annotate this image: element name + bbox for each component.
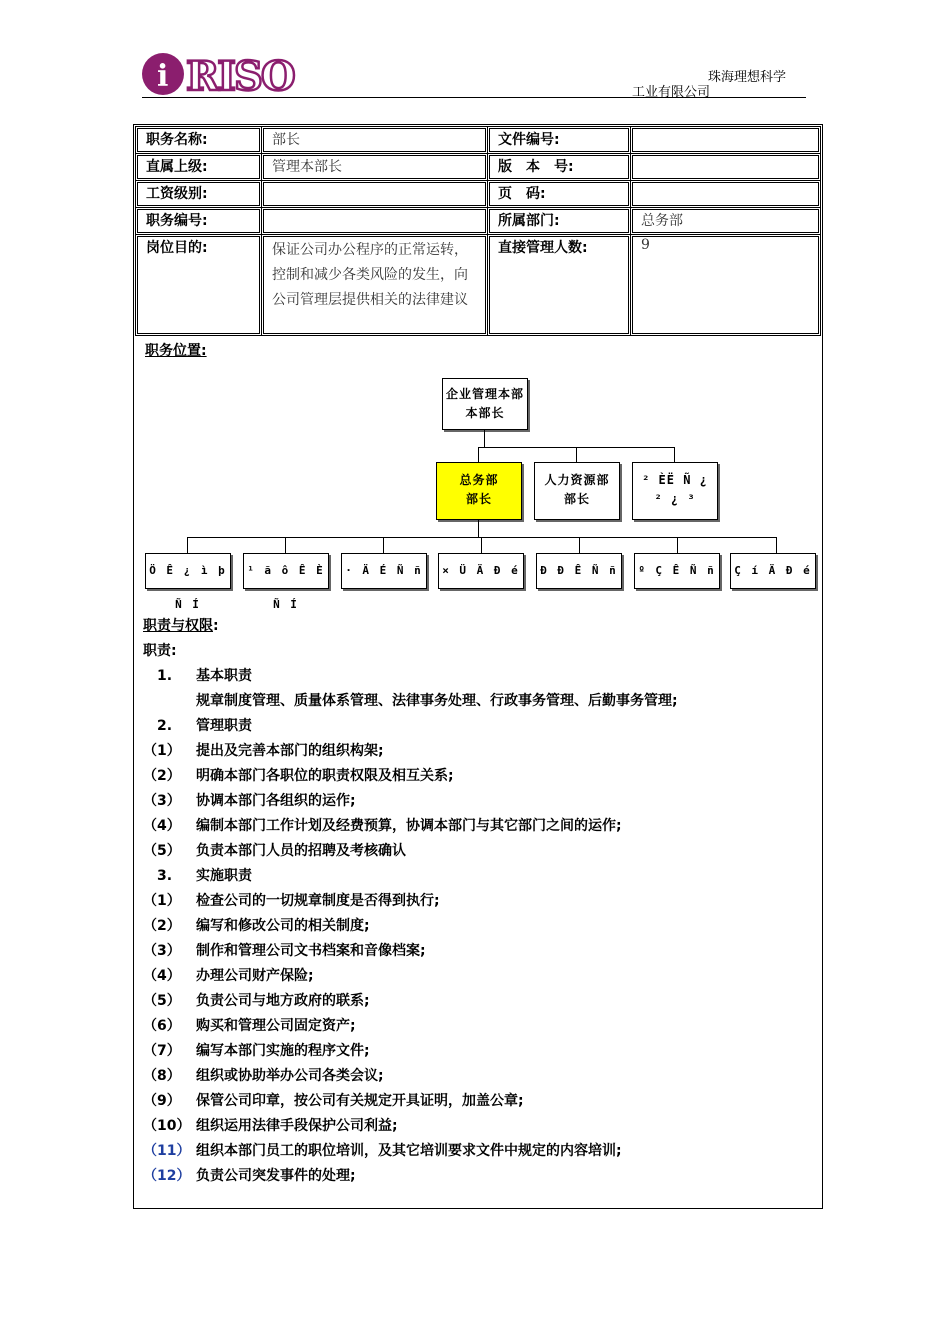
list-item xyxy=(143,864,813,889)
duties-heading-text: 职责与权限 xyxy=(143,618,213,634)
org-box-line2: 部长 xyxy=(465,492,492,506)
connector-line xyxy=(579,537,580,553)
connector-line xyxy=(478,520,479,537)
version-value xyxy=(631,154,821,181)
department-label: 所属部门: xyxy=(488,208,631,235)
org-box-line1: 总务部 xyxy=(459,473,499,487)
connector-line xyxy=(187,537,777,538)
salary-grade-label: 工资级别: xyxy=(136,181,262,208)
duty-text: 购买和管理公司固定资产; xyxy=(196,1018,356,1034)
duty-text: 编制本部门工作计划及经费预算，协调本部门与其它部门之间的运作; xyxy=(196,818,622,834)
org-box-line2: ² ¿ ³ xyxy=(654,492,696,506)
staff-count-label: 直接管理人数: xyxy=(488,235,631,336)
connector-line xyxy=(484,430,485,447)
connector-line xyxy=(383,537,384,553)
duty-number: （10） xyxy=(143,1118,191,1134)
org-box-section-3: · Ä É Ñ ñ xyxy=(341,553,427,589)
duty-number: 1. xyxy=(157,668,173,684)
table-row xyxy=(136,127,821,154)
superior-label: 直属上级: xyxy=(136,154,262,181)
duty-number: 2. xyxy=(157,718,173,734)
department-value: 总务部 xyxy=(631,208,821,235)
org-box-management-head xyxy=(442,378,528,430)
duty-number: （11） xyxy=(143,1143,191,1159)
job-info-table xyxy=(135,126,821,336)
doc-number-label: 文件编号: xyxy=(488,127,631,154)
table-row xyxy=(136,235,821,336)
riso-logo xyxy=(140,50,300,98)
duty-number: （6） xyxy=(143,1018,181,1034)
job-title-value: 部长 xyxy=(262,127,488,154)
list-item xyxy=(143,814,813,839)
duty-text: 办理公司财产保险; xyxy=(196,968,314,984)
duty-text: 负责公司突发事件的处理; xyxy=(196,1168,356,1184)
list-item xyxy=(143,989,813,1014)
org-box-section-2: ¹ ã ô Ê È Ñ Í xyxy=(243,553,329,589)
duties-subheading: 职责: xyxy=(143,643,177,659)
duty-text: 规章制度管理、质量体系管理、法律事务处理、行政事务管理、后勤事务管理; xyxy=(196,693,678,709)
duty-number: （3） xyxy=(143,943,181,959)
duty-text: 协调本部门各组织的运作; xyxy=(196,793,356,809)
duty-text: 检查公司的一切规章制度是否得到执行; xyxy=(196,893,440,909)
job-code-label: 职务编号: xyxy=(136,208,262,235)
duty-number: （5） xyxy=(143,993,181,1009)
org-box-hr xyxy=(534,462,620,520)
org-box-section-1: Ö Ê ¿ ì þ Ñ Í xyxy=(145,553,231,589)
org-box-section-6: º Ç Ê Ñ ñ xyxy=(634,553,720,589)
list-item xyxy=(143,939,813,964)
duty-number: （12） xyxy=(143,1168,191,1184)
org-box-section-4: × Ü Ä Ð é xyxy=(438,553,524,589)
page-number-value xyxy=(631,181,821,208)
duty-number: （3） xyxy=(143,793,181,809)
doc-number-value xyxy=(631,127,821,154)
list-item xyxy=(143,689,813,714)
duty-text: 组织运用法律手段保护公司利益; xyxy=(196,1118,398,1134)
table-row xyxy=(136,208,821,235)
duty-number: （4） xyxy=(143,818,181,834)
duty-number: （1） xyxy=(143,893,181,909)
connector-line xyxy=(481,537,482,553)
list-item xyxy=(143,764,813,789)
version-label: 版 本 号: xyxy=(488,154,631,181)
duty-text: 制作和管理公司文书档案和音像档案; xyxy=(196,943,426,959)
org-box-line1: ² ÈË Ñ ¿ xyxy=(642,473,708,487)
company-name-line2: 工业有限公司 xyxy=(632,85,711,100)
org-box-line2: 本部长 xyxy=(465,406,505,420)
list-item xyxy=(143,1139,813,1164)
connector-line xyxy=(677,537,678,553)
svg-text:i: i xyxy=(157,59,169,94)
table-row xyxy=(136,154,821,181)
list-item xyxy=(143,1114,813,1139)
duty-number: （2） xyxy=(143,918,181,934)
job-code-value xyxy=(262,208,488,235)
list-item xyxy=(143,1014,813,1039)
connector-line xyxy=(285,537,286,553)
list-item xyxy=(143,964,813,989)
duty-number: （1） xyxy=(143,743,181,759)
org-box-line1: 企业管理本部 xyxy=(445,387,524,401)
duty-list xyxy=(143,664,813,1189)
duty-number: （4） xyxy=(143,968,181,984)
duty-text: 管理职责 xyxy=(196,718,252,734)
list-item xyxy=(143,789,813,814)
connector-line xyxy=(776,537,777,553)
list-item xyxy=(143,889,813,914)
org-box-other-dept xyxy=(632,462,718,520)
org-box-section-7: Ç í Ä Ð é xyxy=(730,553,816,589)
org-box-line2: 部长 xyxy=(563,492,590,506)
salary-grade-value xyxy=(262,181,488,208)
duty-text: 负责公司与地方政府的联系; xyxy=(196,993,370,1009)
duty-number: 3. xyxy=(157,868,173,884)
duty-text: 组织本部门员工的职位培训，及其它培训要求文件中规定的内容培训; xyxy=(196,1143,622,1159)
duty-text: 保管公司印章，按公司有关规定开具证明，加盖公章; xyxy=(196,1093,524,1109)
duty-text: 组织或协助举办公司各类会议; xyxy=(196,1068,384,1084)
duty-number: （9） xyxy=(143,1093,181,1109)
duty-text: 基本职责 xyxy=(196,668,252,684)
duty-number: （2） xyxy=(143,768,181,784)
svg-text:RISO: RISO xyxy=(186,53,294,98)
duties-section xyxy=(143,614,813,1189)
list-item xyxy=(143,1164,813,1189)
duty-text: 实施职责 xyxy=(196,868,252,884)
connector-line xyxy=(478,447,479,462)
page-number-label: 页 码: xyxy=(488,181,631,208)
job-title-label: 职务名称: xyxy=(136,127,262,154)
list-item xyxy=(143,1064,813,1089)
list-item xyxy=(143,914,813,939)
duty-number: （8） xyxy=(143,1068,181,1084)
list-item xyxy=(143,664,813,689)
duty-text: 编写和修改公司的相关制度; xyxy=(196,918,370,934)
list-item xyxy=(143,714,813,739)
duties-heading xyxy=(143,614,813,639)
header-divider xyxy=(142,97,806,98)
duty-number: （5） xyxy=(143,843,181,859)
duty-text: 提出及完善本部门的组织构架; xyxy=(196,743,384,759)
list-item xyxy=(143,739,813,764)
staff-count-value: 9 xyxy=(631,235,821,336)
purpose-value: 保证公司办公程序的正常运转，控制和减少各类风险的发生，向公司管理层提供相关的法律建议 xyxy=(262,235,488,336)
org-box-general-affairs xyxy=(436,462,522,520)
duties-heading-colon: : xyxy=(213,618,219,634)
table-row xyxy=(136,181,821,208)
company-name-line1: 珠海理想科学 xyxy=(708,70,787,85)
purpose-label: 岗位目的: xyxy=(136,235,262,336)
connector-line xyxy=(674,447,675,462)
duty-text: 编写本部门实施的程序文件; xyxy=(196,1043,370,1059)
position-section-label: 职务位置: xyxy=(145,343,207,359)
org-box-section-5: Ð Ð Ê Ñ ñ xyxy=(536,553,622,589)
connector-line xyxy=(187,537,188,553)
list-item xyxy=(143,839,813,864)
duty-number: （7） xyxy=(143,1043,181,1059)
duty-text: 负责本部门人员的招聘及考核确认 xyxy=(196,843,406,859)
duty-text: 明确本部门各职位的职责权限及相互关系; xyxy=(196,768,454,784)
list-item xyxy=(143,1039,813,1064)
connector-line xyxy=(576,447,577,462)
superior-value: 管理本部长 xyxy=(262,154,488,181)
org-chart xyxy=(140,370,820,611)
list-item xyxy=(143,1089,813,1114)
org-box-line1: 人力资源部 xyxy=(544,473,610,487)
